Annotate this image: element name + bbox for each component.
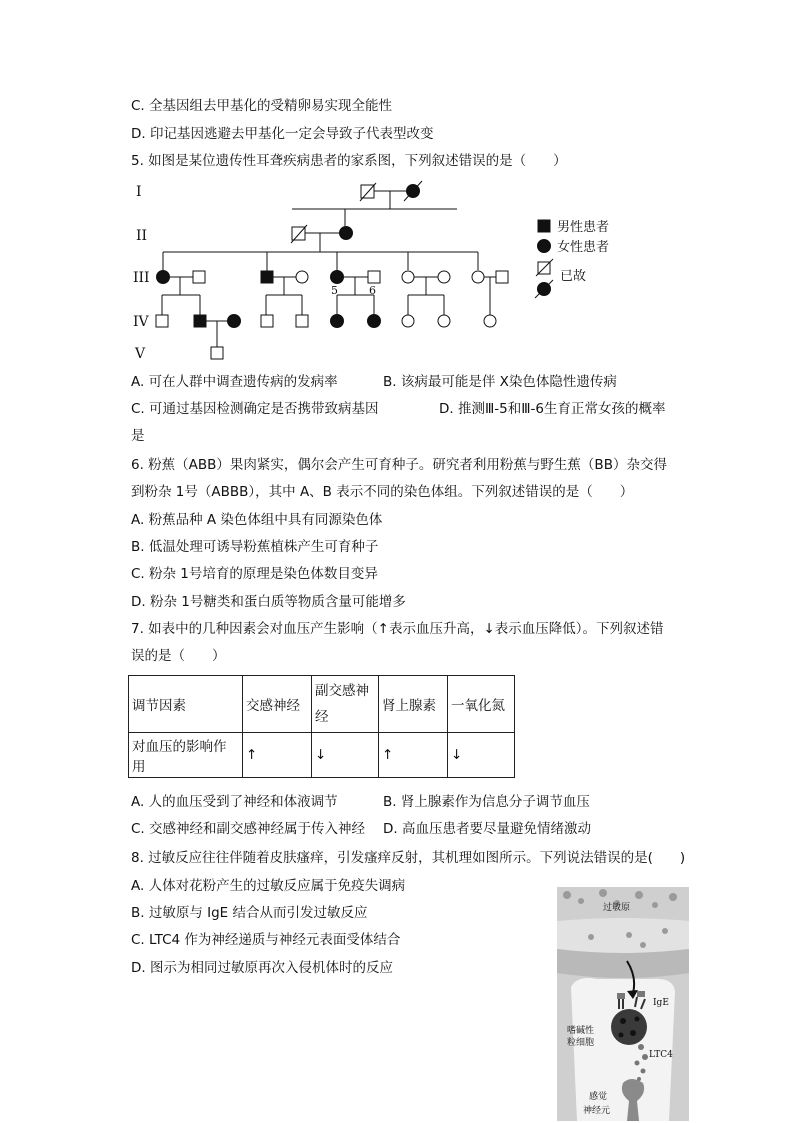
gen-label-III: III [133,270,150,286]
table-cell: ↑ [243,733,312,778]
q6-option-c: C. 粉杂 1号培育的原理是染色体数目变异 [131,566,378,582]
table-row [129,733,515,778]
basophil-cell [611,1009,647,1045]
table-header-cell: 肾上腺素 [379,676,448,733]
gen-label-V: V [135,346,146,362]
fig-label-basophil-2: 粒细胞 [567,1038,595,1048]
table-header-cell: 调节因素 [129,676,243,733]
gen-label-IV: IV [133,314,149,330]
fig-label-ltc4: LTC4 [649,1050,673,1060]
gen-label-II: II [136,228,148,244]
pedigree-label-5: 5 [331,284,338,297]
q8-option-d: D. 图示为相同过敏原再次入侵机体时的反应 [131,960,393,976]
table-header-cell: 交感神经 [243,676,312,733]
q7-stem-line1: 7. 如表中的几种因素会对血压产生影响（↑表示血压升高，↓表示血压降低）。下列叙述错 [131,621,664,637]
q7-stem-line2: 误的是（ ） [131,648,226,664]
q8-option-b: B. 过敏原与 IgE 结合从而引发过敏反应 [131,905,368,921]
q5-option-b: B. 该病最可能是伴 X染色体隐性遗传病 [383,374,617,390]
q7-option-c: C. 交感神经和副交感神经属于传入神经 [131,821,366,837]
fig-label-basophil-1: 嗜碱性 [567,1026,595,1036]
table-header-cell: 一氧化氮 [448,676,515,733]
legend-female-label: 女性患者 [557,240,610,255]
header-line: 副交感神 [315,683,369,699]
q4-option-c: C. 全基因组去甲基化的受精卵易实现全能性 [131,98,393,114]
q7-option-d: D. 高血压患者要尽量避免情绪激动 [383,821,591,837]
fig-label-neuron-1: 感觉 [589,1092,608,1102]
table-cell: ↑ [379,733,448,778]
table-row [129,676,515,733]
allergy-mechanism-figure [557,887,689,1121]
q7-option-b: B. 肾上腺素作为信息分子调节血压 [383,794,590,810]
pedigree-III-1-female-affected [157,271,170,284]
q4-option-d: D. 印记基因逃避去甲基化一定会导致子代表型改变 [131,126,434,142]
pedigree-II-2-female-affected [340,227,353,240]
q6-option-a: A. 粉蕉品种 A 染色体组中具有同源染色体 [131,512,383,528]
gen-label-I: I [136,184,142,200]
pedigree-label-6: 6 [369,284,376,297]
legend-female-affected-icon [538,240,551,253]
q6-stem-line2: 到粉杂 1号（ABBB），其中 A、B 表示不同的染色体组。下列叙述错误的是（ ） [131,484,634,500]
pedigree-III-3-male-affected [261,271,273,283]
q5-option-c: C. 可通过基因检测确定是否携带致病基因 [131,401,379,417]
pedigree-IV-2-male-affected [194,315,206,327]
q5-option-d-continued: 是 [131,428,145,444]
q8-option-c: C. LTC4 作为神经递质与神经元表面受体结合 [131,932,401,948]
table-cell: 对血压的影响作用 [129,733,243,778]
q6-stem-line1: 6. 粉蕉（ABB）果肉紧实，偶尔会产生可育种子。研究者利用粉蕉与野生蕉（BB）杂交得 [131,457,667,473]
q5-option-d: D. 推测Ⅲ-5和Ⅲ-6生育正常女孩的概率 [439,401,666,417]
q8-stem: 8. 过敏反应往往伴随着皮肤瘙痒，引发瘙痒反射，其机理如图所示。下列说法错误的是( ) [131,850,686,866]
legend-male-affected-icon [538,220,550,232]
table-header-cell [312,676,379,733]
table-cell: ↓ [448,733,515,778]
blood-pressure-table [128,675,515,778]
fig-label-allergen: 过敏原 [603,903,631,913]
q6-option-d: D. 粉杂 1号糖类和蛋白质等物质含量可能增多 [131,594,406,610]
legend-male-label: 男性患者 [557,220,610,235]
fig-label-neuron-2: 神经元 [583,1106,611,1116]
table-cell: ↓ [312,733,379,778]
q5-stem: 5. 如图是某位遗传性耳聋疾病患者的家系图，下列叙述错误的是（ ） [131,153,567,169]
header-line: 经 [315,709,329,725]
q7-option-a: A. 人的血压受到了神经和体液调节 [131,794,338,810]
legend-dead-label: 已故 [560,269,587,284]
q5-option-a: A. 可在人群中调查遗传病的发病率 [131,374,338,390]
pedigree-III-5-female-affected [331,271,344,284]
pedigree-III-6-male [368,271,380,283]
q8-option-a: A. 人体对花粉产生的过敏反应属于免疫失调病 [131,878,406,894]
q6-option-b: B. 低温处理可诱导粉蕉植株产生可育种子 [131,539,379,555]
fig-label-ige: IgE [653,998,669,1008]
